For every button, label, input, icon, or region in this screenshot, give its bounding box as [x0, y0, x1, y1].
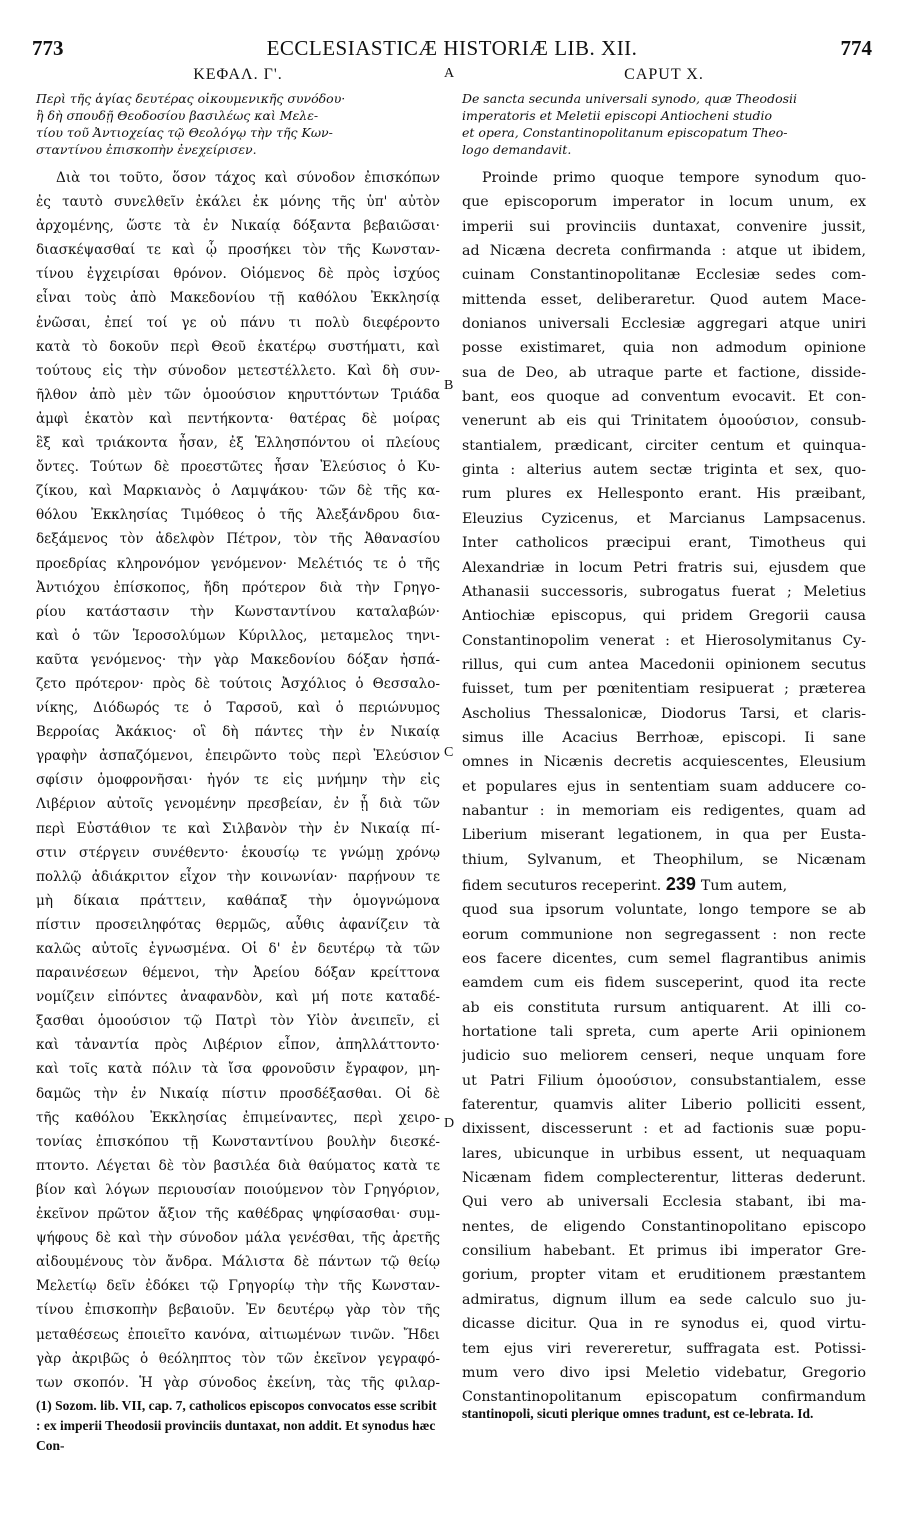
text-line: mum vero divo ipsi Meletio videbatur, Gregorio [462, 1364, 866, 1381]
text-line: Liberium miserant legationem, in qua per Eusta- [462, 827, 866, 844]
text-line: stantialem, prædicant, circiter centum et quinqua- [462, 437, 866, 454]
text-line: ab eis constituta rursum antiquarent. At illi co- [462, 999, 866, 1016]
margin-marker-a: A [444, 66, 455, 81]
text-line: eorum communione non segregassent : non recte [462, 926, 866, 943]
text-line: στιν στέργειν συνέθεντο· ἑκουσίῳ τε γνώμῃ χρόνῳ [36, 844, 440, 861]
text-line: καῦτα γενόμενος· τὴν γὰρ Μακεδονίου δόξαν ἠσπά- [36, 651, 440, 668]
text-line: καὶ τοῖς κατὰ πόλιν τὰ ἴσα φρονοῦσιν ἔγραφον, μη- [36, 1061, 440, 1078]
text-line: ζετο πρότερον· πρὸς δὲ τούτοις Ἀσχόλιος ὁ Θεσσαλο- [36, 675, 440, 692]
text-line: Nicænam fidem complecterentur, litteras dederunt. [462, 1170, 866, 1187]
margin-marker-b: B [444, 378, 454, 393]
latin-chapter-heading: CAPUT X. [624, 66, 704, 83]
text-line: cuinam Constantinopolitanæ Ecclesiæ sedes com- [462, 267, 866, 284]
text-line: ὄντες. Τούτων δὲ προεστῶτες ἦσαν Ἐλεύσιος ὁ Κυ- [36, 459, 440, 476]
text-line: θόλου Ἐκκλησίας Τιμόθεος ὁ τῆς Ἀλεξάνδρου δια- [36, 507, 440, 524]
text-line: τίνου ἐγχειρίσαι θρόνον. Οἰόμενος δὲ πρὸς ἰσχύος [36, 266, 440, 283]
text-line: κατὰ τὸ δοκοῦν περὶ Θεοῦ ἑκατέρῳ συστήματι, καὶ [36, 338, 440, 355]
text-line: βίον καὶ λόγων περιουσίαν ποιούμενον τὸν Γρηγόριον, [36, 1181, 440, 1198]
text-line: των σκοπόν. Ἡ γὰρ σύνοδος ἐκείνη, τὰς τῆς φιλαρ- [36, 1374, 440, 1391]
greek-chapter-heading: ΚΕΦΑΛ. Γ'. [193, 66, 283, 83]
text-line: Ἀντιόχου ἐπίσκοπος, ἤδη πρότερον διὰ τὴν Γρηγο- [36, 579, 440, 596]
text-line: ἀρχομένης, ὥστε τὰ ἐν Νικαίᾳ δόξαντα βεβαιῶσαι· [36, 218, 440, 235]
text-line: thium, Sylvanum, et Theophilum, se Nicænam [462, 851, 866, 868]
greek-summary-line: ἢ δὴ σπουδῇ Θεοδοσίου βασιλέως καὶ Μελε- [36, 108, 319, 123]
text-line: τῆς καθόλου Ἐκκλησίας ἐπιμείναντες, περὶ χειρο- [36, 1109, 440, 1126]
text-line: νίκης, Διόδωρός τε ὁ Ταρσοῦ, καὶ ὁ περιώνυμος [36, 700, 440, 717]
latin-summary-line: et opera, Constantinopolitanum episcopatum Theo- [462, 125, 788, 140]
text-line: πτοντο. Λέγεται δὲ τὸν βασιλέα διὰ θαύματος κατὰ τε [36, 1157, 440, 1174]
text-line: dixissent, discesserunt : et ad factionis suæ popu- [462, 1121, 866, 1138]
running-title: ECCLESIASTICÆ HISTORIÆ LIB. XII. [266, 36, 638, 60]
greek-body-text [36, 166, 440, 1395]
text-line: Ascholius Thessalonicæ, Diodorus Tarsi, et claris- [462, 705, 866, 722]
text-line: τούτους εἰς τὴν σύνοδον μετεστέλλετο. Καὶ δὴ συν- [36, 362, 440, 379]
text-line: μὴ δίκαια πράττειν, καθάπαξ τὴν ὁμογνώμονα [36, 892, 440, 909]
greek-summary-line: τίου τοῦ Ἀντιοχείας τῷ Θεολόγῳ τὴν τῆς Κων- [36, 125, 333, 140]
footnote-continuation: stantinopoli, sicuti plerique omnes tradunt, est ce-lebrata. Id. [462, 1406, 814, 1421]
text-line: fuisset, tum per pœnitentiam resipuerat ; præterea [462, 681, 866, 698]
text-line: mittenda esset, deliberaretur. Quod autem Mace- [462, 291, 866, 308]
text-line: omnes in Nicænis decretis acquiescentes, Eleusium [462, 754, 866, 771]
latin-column [462, 64, 866, 1410]
text-line: eos facere dicentes, cum semel flagrantibus animis [462, 951, 866, 967]
text-line: Qui vero ab universali Ecclesia stabant, ibi ma- [462, 1194, 866, 1211]
text-line: nentes, de eligendo Constantinopolitano episcopo [462, 1218, 866, 1235]
text-line: Λιβέριον αὐτοῖς γενομένην πρεσβείαν, ἐν ᾗ διὰ τῶν [36, 796, 440, 813]
text-line: donianos universali Ecclesiæ aggregari atque uniri [462, 316, 866, 333]
text-line: ψήφους δὲ καὶ τὴν σύνοδον μάλα γενέσθαι, τῆς ἀρετῆς [36, 1230, 440, 1247]
text-line: Constantinopolim venerat : et Hierosolymitanus Cy- [462, 632, 866, 649]
text-line: δεξάμενος τὸν ἀδελφὸν Πέτρον, τὸν τῆς Ἀθανασίου [36, 531, 440, 548]
text-line: τονίας ἐπισκόπου τῇ Κωνσταντίνου βουλὴν διεσκέ- [36, 1133, 440, 1150]
text-line: et populares ejus in sententiam suam adducere co- [462, 778, 866, 795]
text-line: ginta : alterius autem sectæ triginta et sex, quo- [462, 462, 866, 479]
text-line: Antiochiæ episcopus, qui pridem Gregorii causa [462, 608, 866, 625]
text-line: Constantinopolitanum episcopatum confirmandum [462, 1389, 866, 1406]
greek-summary-line: σταντίνου ἐπισκοπὴν ἐνεχείρισεν. [36, 142, 257, 157]
text-line: ῆλθον ἀπὸ μὲν τῶν ὁμοούσιον κηρυττόντων Τριάδα [36, 386, 440, 403]
page-number-right: 774 [840, 36, 872, 60]
latin-chapter-summary [462, 90, 866, 158]
text-line: venerunt ab eis qui Trinitatem ὁμοούσιον, consub- [462, 413, 866, 430]
text-line: Μελετίῳ δεῖν ἐδόκει τῷ Γρηγορίῳ τὴν τῆς Κωνσταν- [36, 1278, 440, 1295]
text-line: sua de Deo, ab utraque parte et factione, disside- [462, 364, 866, 381]
text-line: πίστιν προσειληφότας θερμῶς, αὖθις ἀφανίζειν τὰ [36, 916, 440, 933]
text-line: faterentur, quamvis aliter Liberio polliciti essent, [462, 1097, 866, 1114]
margin-marker-d: D [444, 1116, 455, 1131]
text-line: dicasse dicitur. Qua in re synodus ei, quod virtu- [462, 1316, 866, 1333]
text-line: imperii sui provinciis duntaxat, convenire jussit, [462, 218, 866, 235]
text-line: ἀμφὶ ἑκατὸν καὶ πεντήκοντα· θατέρας δὲ μοίρας [36, 410, 440, 427]
text-line: consilium habebant. Et primus ibi imperator Gre- [462, 1243, 866, 1260]
text-line: περὶ Εὐστάθιον τε καὶ Σιλβανὸν τὴν ἐν Νικαίᾳ πί- [36, 820, 440, 837]
text-line: ἐς ταυτὸ συνελθεῖν ἐκάλει ἐκ μόνης τῆς ὑπ' αὐτὸν [36, 194, 440, 211]
text-line: quod sua ipsorum voluntate, longo tempore se ab [462, 902, 866, 919]
text-line: τίνου ἐπισκοπὴν βεβαιοῦν. Ἐν δευτέρῳ γὰρ τὸν τῆς [36, 1302, 440, 1319]
margin-marker-c: C [444, 745, 454, 760]
text-line: Alexandriæ in locum Petri fratris sui, ejusdem que [462, 559, 866, 576]
text-line: ad Nicæna decreta confirmanda : atque ut ibidem, [462, 243, 866, 260]
text-line: simus ille Acacius Berrhoæ, episcopi. Ii sane [462, 729, 866, 746]
text-line: Proinde primo quoque tempore synodum quo- [482, 170, 866, 186]
text-line: πολλῷ ἀδιάκριτον εἶχον τὴν κοινωνίαν· παρῄνουν τε [36, 868, 440, 885]
text-line: ἐκεῖνον πρῶτον ἄξιον τῆς καθέδρας ψηφίσασθαι· συμ- [36, 1206, 440, 1223]
text-line: ξασθαι ὁμοούσιον τῷ Πατρὶ τὸν Υἱὸν ἀνειπεῖν, εἰ [36, 1013, 440, 1030]
text-line: Διὰ τοι τοῦτο, ὅσον τάχος καὶ σύνοδον ἐπισκόπων [56, 170, 440, 186]
text-line: καὶ τἀναντία πρὸς Λιβέριον εἶπον, ἀπηλλάττοντο· [36, 1037, 440, 1054]
text-line: ζίκου, καὶ Μαρκιανὸς ὁ Λαμψάκου· τῶν δὲ τῆς κα- [36, 483, 440, 500]
latin-summary-line: De sancta secunda universali synodo, quæ Theodosii [462, 91, 798, 106]
marginal-number: 239 [665, 873, 701, 894]
text-line: ut Patri Filium ὁμοούσιον, consubstantialem, esse [462, 1072, 866, 1089]
page-number-left: 773 [32, 36, 64, 60]
text-line: καλῶς αὐτοῖς ἐγνωσμένα. Οἱ δ' ἐν δευτέρῳ τὰ τῶν [36, 941, 440, 957]
running-head [32, 34, 872, 64]
text-line: gorium, propter vitam et eruditionem præstantem [462, 1267, 866, 1284]
text-line: Athanasii successoris, subrogatus fuerat ; Meletius [462, 583, 866, 600]
text-line: rum plures ex Hellesponto erant. His præibant, [462, 486, 866, 503]
text-line: δαμῶς τὴν ἐν Νικαίᾳ πίστιν προσδέξασθαι. Οἱ δὲ [36, 1085, 440, 1102]
text-line: σφίσιν ὁμοφρονῆσαι· ἠγόν τε εἰς μνήμην τὴν εἰς [36, 772, 440, 789]
latin-body-text [462, 166, 866, 1410]
text-line: admiratus, dignum illum ea sede calculo suo ju- [462, 1291, 866, 1308]
text-line: νομίζειν εἰπόντες ἀναφανδὸν, καὶ μή ποτε καταδέ- [36, 989, 440, 1006]
greek-summary-line: Περὶ τῆς ἁγίας δευτέρας οἰκουμενικῆς συνόδου· [36, 91, 346, 106]
text-line: judicio suo meliorem censeri, neque unquam fore [462, 1048, 866, 1065]
text-line: ἑνῶσαι, ἐπεί τοί γε οὐ πάνυ τι πολὺ διεφέροντο [36, 314, 440, 331]
text-line: μεταθέσεως ἐποιεῖτο κανόνα, αἰτιωμένων τινῶν. Ἤδει [36, 1326, 440, 1343]
text-line: posse existimaret, quia non admodum opinione [462, 340, 866, 357]
text-line: nabantur : in memoriam eis redigentes, quam ad [462, 802, 866, 819]
text-line: καὶ ὁ τῶν Ἱεροσολύμων Κύριλλος, μεταμελος τηνι- [36, 627, 440, 644]
text-line: Βερροίας Ἀκάκιος· οἳ δὴ πάντες τὴν ἐν Νικαίᾳ [36, 724, 440, 741]
footnote: (1) Sozom. lib. VII, cap. 7, catholicos episcopos convocatos esse scribit : ex imperii Theodosii provinciis duntaxat, non addit. Et synodus hæc Con- [36, 1398, 437, 1453]
text-line: αἰδουμένους τὸν ἄνδρα. Μάλιστα δὲ πάντων τῷ θείῳ [36, 1254, 440, 1271]
text-line: eamdem cum eis fidem susceperint, quod ita recte [462, 975, 866, 992]
text-line: προεδρίας κληρονόμον γενόμενον· Μελέτιός τε ὁ τῆς [36, 555, 440, 572]
text-line: bant, eos quoque ad conventum evocavit. Et con- [462, 389, 866, 406]
text-line: que episcoporum imperator in locum unum, ex [462, 194, 866, 211]
greek-column [36, 64, 440, 1395]
text-line: tem ejus viri revereretur, suffragata est. Potissi- [462, 1340, 866, 1357]
text-line: ρίου κατάστασιν τὴν Κωνσταντίνου καταλαβών· [36, 603, 440, 620]
latin-summary-line: imperatoris et Meletii episcopi Antiocheni studio [462, 108, 772, 123]
text-fragment: Tum autem, [700, 877, 788, 894]
text-line: διασκέψασθαί τε καὶ ᾧ προσήκει τὸν τῆς Κωνσταν- [36, 242, 440, 259]
text-line: fidem secuturos receperint. 239 Tum autem, [462, 873, 788, 894]
text-line: εἶναι τοὺς ἀπὸ Μακεδονίου τῇ καθόλου Ἐκκλησίᾳ [36, 290, 440, 307]
text-line: lares, ubicunque in urbibus essent, ut nequaquam [462, 1145, 866, 1162]
text-line: ἓξ καὶ τριάκοντα ἦσαν, ἐξ Ἑλλησπόντου οἱ πλείους [36, 435, 440, 452]
text-line: παραινέσεων θέμενοι, τὴν Ἀρείου δόξαν κρείττονα [36, 965, 440, 982]
text-line: γραφὴν ἀσπαζόμενοι, ἐπειρῶντο τοὺς περὶ Ἐλεύσιον [36, 748, 440, 765]
greek-chapter-summary [36, 90, 440, 158]
text-line: rillus, qui cum antea Macedonii opinionem secutus [462, 656, 866, 673]
text-line: γὰρ ἀκριβῶς ὁ θεόληπτος τὸν τῶν ἐκεῖνον γεγραφό- [36, 1350, 440, 1367]
text-line: Eleuzius Cyzicenus, et Marcianus Lampsacenus. [462, 510, 866, 527]
text-line: hortatione tali spreta, cum aperte Arii opinionem [462, 1024, 866, 1041]
latin-summary-line: logo demandavit. [462, 142, 572, 157]
text-line: Inter catholicos præcipui erant, Timotheus qui [462, 535, 866, 552]
